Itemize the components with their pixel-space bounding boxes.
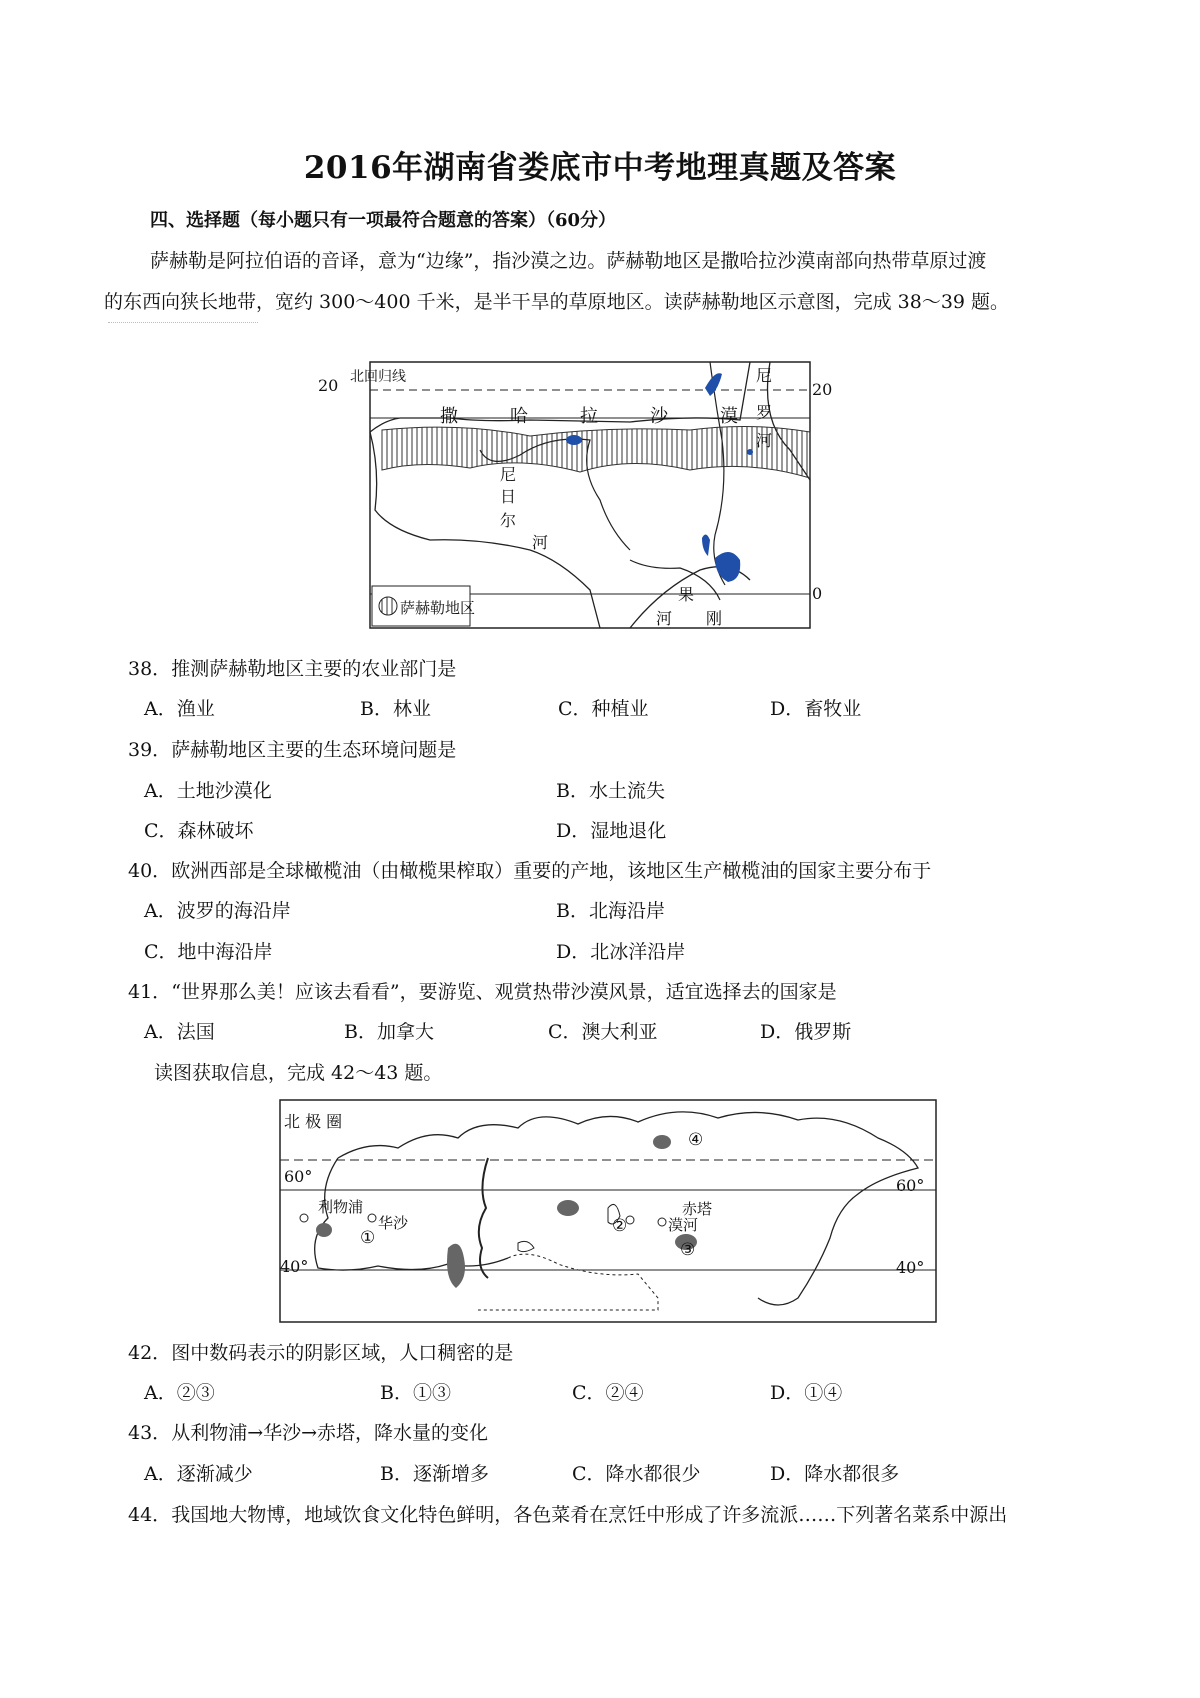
- nile-char-2: 罗: [756, 403, 773, 422]
- q40-option-c: C．地中海沿岸: [144, 941, 273, 963]
- intro-line-2: 的东西向狭长地带，宽约 300～400 千米，是半干旱的草原地区。读萨赫勒地区示意图，完成 38～39 题。: [104, 291, 1010, 313]
- q43-option-a: A．逐渐减少: [144, 1463, 253, 1485]
- question-43: [128, 1418, 488, 1445]
- q43-option-d: D．降水都很多: [770, 1463, 900, 1485]
- question-40: [128, 856, 931, 883]
- q38-option-a: A．渔业: [144, 698, 215, 720]
- q40-option-d: D．北冰洋沿岸: [556, 941, 686, 963]
- region-1: [316, 1223, 332, 1237]
- q42-option-c: C．②④: [572, 1382, 644, 1404]
- niger-char-1: 尼: [500, 465, 517, 484]
- congo-char-1: 果: [678, 585, 695, 604]
- q38-option-b: B．林业: [360, 698, 431, 720]
- q41-option-b: B．加拿大: [344, 1021, 434, 1043]
- question-40-text: 欧洲西部是全球橄榄油（由橄榄果榨取）重要的产地，该地区生产橄榄油的国家主要分布于: [171, 860, 932, 882]
- city-chita: 赤塔: [682, 1200, 713, 1218]
- lat-40-right: 40°: [896, 1258, 925, 1277]
- arctic-label: 北 极 圈: [284, 1112, 343, 1131]
- q38-option-d: D．畜牧业: [770, 698, 862, 720]
- q39-option-c: C．森林破坏: [144, 820, 254, 842]
- question-39-num: 39．: [128, 739, 172, 761]
- city-liverpool: 利物浦: [318, 1198, 364, 1216]
- congo-char-2: 河: [656, 609, 673, 628]
- q43-option-b: B．逐渐增多: [380, 1463, 489, 1485]
- desert-char-2: 哈: [510, 406, 528, 427]
- city-warsaw: 华沙: [378, 1214, 409, 1232]
- desert-char-4: 沙: [650, 406, 668, 427]
- tropic-label: 北回归线: [350, 369, 406, 385]
- question-41-text: “世界那么美！应该去看看”，要游览、观赏热带沙漠风景，适宜选择去的国家是: [171, 981, 837, 1003]
- question-39-text: 萨赫勒地区主要的生态环境问题是: [171, 739, 457, 761]
- q42-option-a: A．②③: [144, 1382, 215, 1404]
- q40-option-b: B．北海沿岸: [556, 900, 665, 922]
- question-44-text: 我国地大物博，地域饮食文化特色鲜明，各色菜肴在烹饪中形成了许多流派……下列著名菜系中源出: [171, 1504, 1008, 1526]
- q40-option-a: A．波罗的海沿岸: [144, 900, 291, 922]
- region-4: [653, 1135, 671, 1149]
- q41-option-d: D．俄罗斯: [760, 1021, 852, 1043]
- intro-2: 读图获取信息，完成 42～43 题。: [154, 1062, 443, 1084]
- marker-1: ①: [360, 1228, 376, 1248]
- congo-char-3: 刚: [706, 609, 723, 628]
- question-42-num: 42．: [128, 1342, 172, 1364]
- q39-option-d: D．湿地退化: [556, 820, 667, 842]
- marker-3: ③: [680, 1240, 696, 1260]
- q42-option-b: B．①③: [380, 1382, 451, 1404]
- city-liverpool-dot: [300, 1214, 308, 1222]
- question-44-num: 44．: [128, 1504, 172, 1526]
- eurasia-map: [278, 1098, 938, 1324]
- legend-swatch: [379, 597, 397, 615]
- legend-label: 萨赫勒地区: [400, 599, 476, 617]
- lat-40-left: 40°: [280, 1257, 309, 1276]
- niger-char-3: 尔: [500, 511, 517, 530]
- desert-char-3: 拉: [580, 406, 598, 427]
- lat-60-right: 60°: [896, 1176, 925, 1195]
- dotted-mark: [108, 322, 258, 323]
- lat-20-right: 20: [812, 380, 833, 399]
- marker-2: ②: [612, 1216, 628, 1236]
- q39-option-a: A．土地沙漠化: [144, 780, 272, 802]
- q43-option-c: C．降水都很少: [572, 1463, 701, 1485]
- q41-option-a: A．法国: [144, 1021, 215, 1043]
- question-38-text: 推测萨赫勒地区主要的农业部门是: [171, 658, 457, 680]
- lake-chad: [566, 435, 582, 445]
- city-mohe-dot: [658, 1218, 666, 1226]
- lake-tana: [747, 449, 753, 455]
- question-41: [128, 977, 837, 1004]
- niger-char-2: 日: [500, 487, 517, 506]
- niger-char-4: 河: [532, 533, 549, 552]
- question-38: [128, 654, 456, 681]
- region-2: [557, 1200, 579, 1216]
- question-43-text: 从利物浦→华沙→赤塔，降水量的变化: [171, 1422, 489, 1444]
- city-warsaw-dot: [368, 1214, 376, 1222]
- nile-char-1: 尼: [756, 366, 773, 385]
- q42-option-d: D．①④: [770, 1382, 843, 1404]
- desert-char-5: 漠: [720, 406, 738, 427]
- lat-20-left: 20: [318, 376, 339, 395]
- intro-line-1: 萨赫勒是阿拉伯语的音译，意为“边缘”，指沙漠之边。萨赫勒地区是撒哈拉沙漠南部向热带草原过渡: [150, 250, 987, 272]
- q41-option-c: C．澳大利亚: [548, 1021, 658, 1043]
- question-40-num: 40．: [128, 860, 172, 882]
- question-43-num: 43．: [128, 1422, 172, 1444]
- nile-char-3: 河: [756, 431, 773, 450]
- marker-4: ④: [688, 1130, 704, 1150]
- q38-option-c: C．种植业: [558, 698, 649, 720]
- question-39: [128, 735, 456, 762]
- question-44: [128, 1500, 1007, 1527]
- section-heading: 四、选择题（每小题只有一项最符合题意的答案）（60分）: [150, 210, 617, 231]
- lat-0-label: 0: [812, 584, 823, 603]
- page-title: 2016年湖南省娄底市中考地理真题及答案: [303, 150, 897, 186]
- desert-char-1: 撒: [440, 406, 458, 427]
- question-41-num: 41．: [128, 981, 172, 1003]
- city-mohe: 漠河: [668, 1216, 699, 1234]
- question-38-num: 38．: [128, 658, 172, 680]
- question-42: [128, 1338, 513, 1365]
- question-42-text: 图中数码表示的阴影区域，人口稠密的是: [171, 1342, 514, 1364]
- lat-60-left: 60°: [284, 1167, 313, 1186]
- q39-option-b: B．水土流失: [556, 780, 665, 802]
